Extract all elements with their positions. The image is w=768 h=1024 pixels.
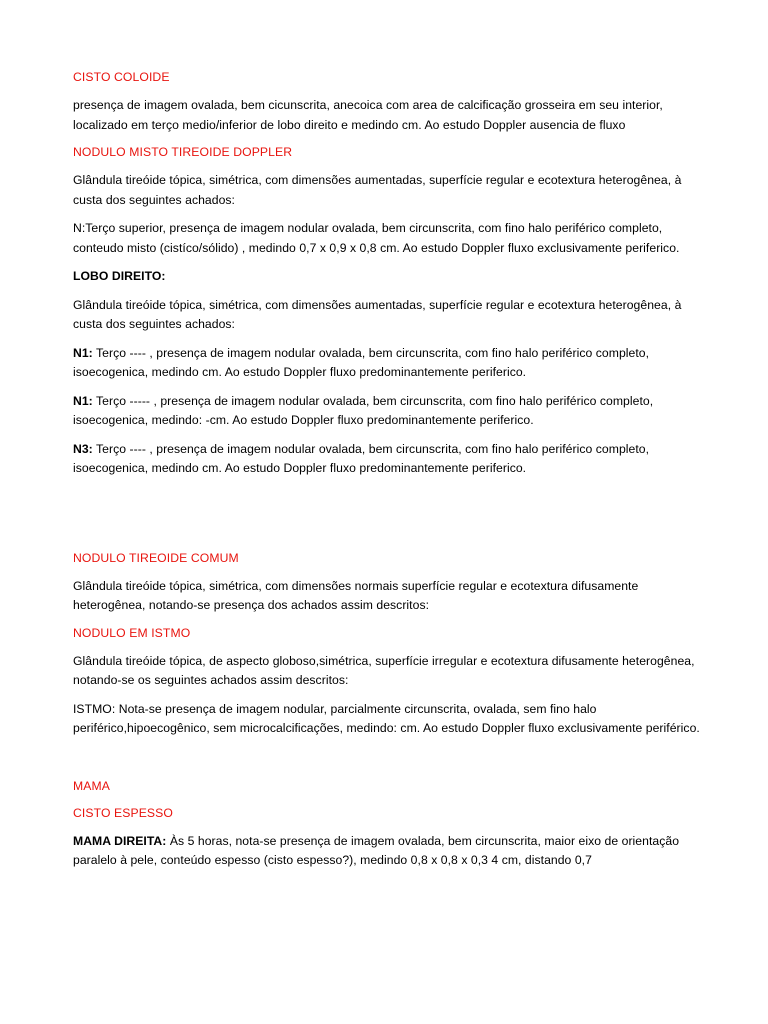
label-mama-direita: MAMA DIREITA: <box>73 833 167 848</box>
paragraph-n1b <box>73 392 713 431</box>
paragraph-lobo-direito-glandula: Glândula tireóide tópica, simétrica, com dimensões aumentadas, superfície regular e ecotextura heterogênea, à custa dos seguintes achados: <box>73 297 682 331</box>
heading-nodulo-misto: NODULO MISTO TIREOIDE DOPPLER <box>73 145 293 159</box>
heading-cisto-coloide: CISTO COLOIDE <box>73 70 170 84</box>
paragraph-nodulo-comum: Glândula tireóide tópica, simétrica, com dimensões normais superfície regular e ecotextura difusamente heterogênea, notando-se presença dos achados assim descritos: <box>73 578 639 612</box>
heading-nodulo-comum: NODULO TIREOIDE COMUM <box>73 550 239 565</box>
text-n1b: Terço ----- , presença de imagem nodular ovalada, bem circunscrita, com fino halo periférico completo, isoecogenica, medindo: -cm. Ao estudo Doppler fluxo predominantemente periferico. <box>73 393 654 427</box>
heading-nodulo-istmo: NODULO EM ISTMO <box>73 625 191 640</box>
heading-mama: MAMA <box>73 778 110 793</box>
paragraph-nodulo-misto-n: N:Terço superior, presença de imagem nodular ovalada, bem circunscrita, com fino halo periférico completo, conteudo misto (cistíco/sólido) , medindo 0,7 x 0,9 x 0,8 cm. Ao estudo Doppler fluxo exclusivamente periferico. <box>73 221 680 255</box>
label-n1b: N1: <box>73 393 93 408</box>
paragraph-mama-direita <box>73 832 713 871</box>
label-n3: N3: <box>73 441 93 456</box>
document-content <box>73 69 713 880</box>
paragraph-cisto-coloide: presença de imagem ovalada, bem cicunscrita, anecoica com area de calcificação grosseira em seu interior, localizado em terço medio/inferior de lobo direito e medindo cm. Ao estudo Doppler ausencia de fluxo <box>73 98 663 132</box>
text-n1a: Terço ---- , presença de imagem nodular ovalada, bem circunscrita, com fino halo periférico completo, isoecogenica, medindo cm. Ao estudo Doppler fluxo predominantemente periferico. <box>73 345 650 379</box>
paragraph-istmo: ISTMO: Nota-se presença de imagem nodular, parcialmente circunscrita, ovalada, sem fino halo periférico,hipoecogênico, sem microcalcificações, medindo: cm. Ao estudo Doppler fluxo exclusivamente periférico. <box>73 701 700 735</box>
text-mama-direita: Às 5 horas, nota-se presença de imagem ovalada, bem circunscrita, maior eixo de orientação paralelo à pele, conteúdo espesso (cisto espesso?), medindo 0,8 x 0,8 x 0,3 4 cm, distando 0,7 <box>73 833 680 867</box>
label-lobo-direito: LOBO DIREITO: <box>73 269 166 283</box>
paragraph-nodulo-misto-glandula: Glândula tireóide tópica, simétrica, com dimensões aumentadas, superfície regular e ecotextura heterogênea, à custa dos seguintes achados: <box>73 173 682 207</box>
text-n3: Terço ---- , presença de imagem nodular ovalada, bem circunscrita, com fino halo periférico completo, isoecogenica, medindo cm. Ao estudo Doppler fluxo predominantemente periferico. <box>73 441 650 475</box>
spacer <box>73 748 713 778</box>
paragraph-n1a <box>73 344 713 383</box>
label-n1a: N1: <box>73 345 93 360</box>
paragraph-nodulo-istmo-glandula: Glândula tireóide tópica, de aspecto globoso,simétrica, superfície irregular e ecotextura difusamente heterogênea, notando-se os seguintes achados assim descritos: <box>73 653 695 687</box>
paragraph-n3 <box>73 440 713 479</box>
heading-cisto-espesso: CISTO ESPESSO <box>73 805 173 820</box>
spacer <box>73 488 713 550</box>
